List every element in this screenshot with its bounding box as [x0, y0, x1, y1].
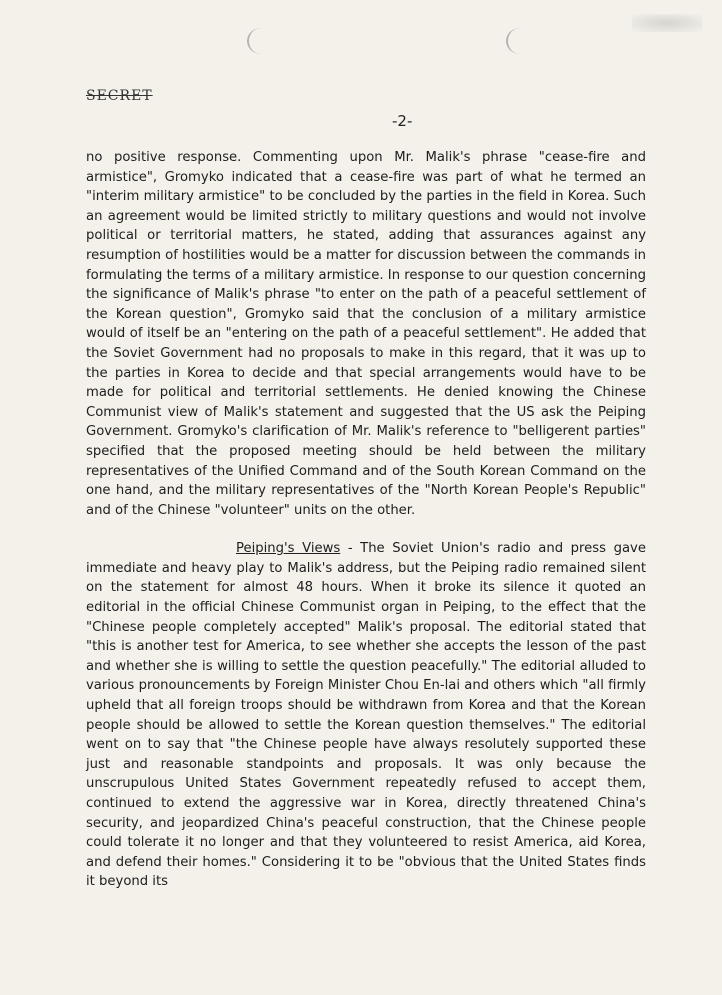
- scan-smudge: [632, 14, 702, 32]
- punch-hole-mark: [247, 28, 275, 54]
- classification-stamp: SECRET: [86, 88, 153, 104]
- body-paragraph: no positive response. Commenting upon Mr. Malik's phrase "cease-fire and armistice", Gromyko indicated that a cease-fire was part of what he termed an "interim military armistice" to be concluded by the parties in the field in Korea. Such an agreement would be limited strictly to military questions and would not involve political or territorial matters, he stated, adding that assurances against any resumption of hostilities would be a matter for discussion between the commands in formulating the terms of a military armistice. In response to our question concerning the significance of Malik's phrase "to enter on the path of a peaceful settlement of the Korean question", Gromyko said that the conclusion of a military armistice would of itself be an "entering on the path of a peaceful settlement". He added that the Soviet Government had no proposals to make in this regard, that it was up to the parties in Korea to decide and that special arrangements would have to be made for political and territorial settlements. He denied knowing the Chinese Communist view of Malik's statement and suggested that the US ask the Peiping Government. Gromyko's clarification of Mr. Malik's reference to "belligerent parties" specified that the proposed meeting should be held between the military representatives of the Unified Command and of the South Korean Command on the one hand, and the military representatives of the "North Korean People's Republic" and of the Chinese "volunteer" units on the other.: [86, 150, 646, 518]
- punch-hole-mark: [506, 28, 534, 54]
- document-body: [86, 148, 646, 892]
- page-number: -2-: [392, 112, 413, 130]
- section-heading: Peiping's Views: [236, 541, 341, 557]
- body-paragraph: [86, 539, 646, 892]
- body-paragraph-text: - The Soviet Union's radio and press gave immediate and heavy play to Malik's address, but the Peiping radio remained silent on the statement for almost 48 hours. When it broke its silence it quoted an editorial in the official Chinese Communist organ in Peiping, to the effect that the "Chinese people completely accepted" Malik's proposal. The editorial stated that "this is another test for America, to see whether she accepts the lesson of the past and whether she is willing to settle the question peacefully." The editorial alluded to various pronouncements by Foreign Minister Chou En-lai and others which "all firmly upheld that all foreign troops should be withdrawn from Korea and that the Korean people should be allowed to settle the Korean question themselves." The editorial went on to say that "the Chinese people have always resolutely supported these just and reasonable standpoints and proposals. It was only because the unscrupulous United States Government repeatedly refused to accept them, continued to extend the aggressive war in Korea, directly threatened China's security, and jeopardized China's peaceful construction, that the Chinese people could tolerate it no longer and that they volunteered to resist America, aid Korea, and defend their homes." Considering it to be "obvious that the United States finds it beyond its: [86, 541, 646, 890]
